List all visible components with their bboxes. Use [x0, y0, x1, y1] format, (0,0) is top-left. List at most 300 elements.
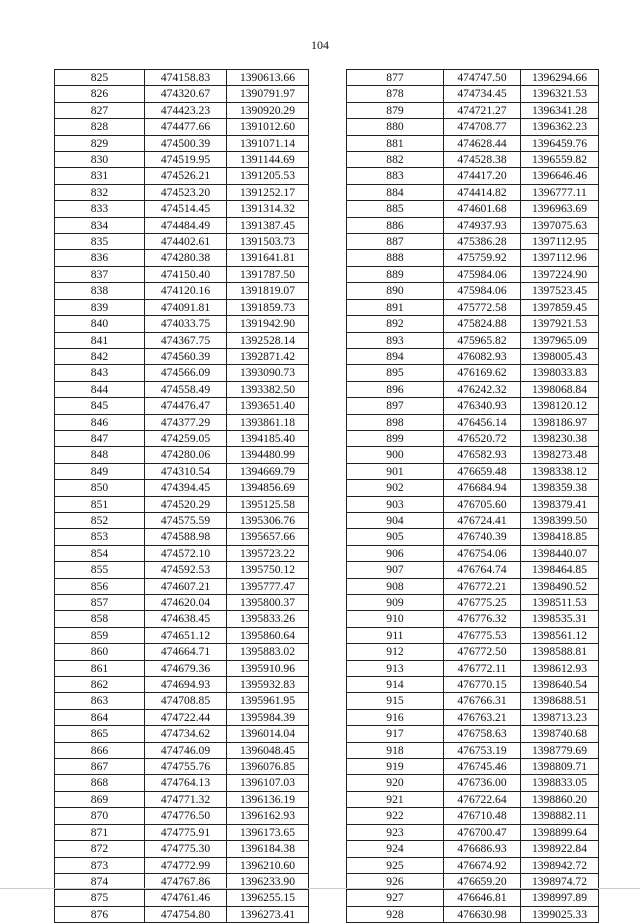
y-coordinate-cell: 1397224.90 [521, 266, 599, 282]
table-row [347, 529, 599, 545]
table-row [55, 791, 309, 807]
point-number-cell: 876 [55, 906, 145, 922]
y-coordinate-cell: 1395984.39 [227, 709, 309, 725]
x-coordinate-cell: 474638.45 [145, 611, 227, 627]
table-row [347, 234, 599, 250]
point-number-cell: 910 [347, 611, 444, 627]
x-coordinate-cell: 476242.32 [444, 381, 521, 397]
y-coordinate-cell: 1398490.52 [521, 578, 599, 594]
x-coordinate-cell: 474694.93 [145, 677, 227, 693]
point-number-cell: 858 [55, 611, 145, 627]
coordinates-table-right [346, 69, 599, 923]
y-coordinate-cell: 1394480.99 [227, 447, 309, 463]
y-coordinate-cell: 1390791.97 [227, 86, 309, 102]
y-coordinate-cell: 1398068.84 [521, 381, 599, 397]
table-row [347, 677, 599, 693]
y-coordinate-cell: 1398464.85 [521, 562, 599, 578]
x-coordinate-cell: 474259.05 [145, 430, 227, 446]
y-coordinate-cell: 1399025.33 [521, 906, 599, 922]
x-coordinate-cell: 476340.93 [444, 398, 521, 414]
table-row [347, 742, 599, 758]
y-coordinate-cell: 1393382.50 [227, 381, 309, 397]
point-number-cell: 837 [55, 266, 145, 282]
point-number-cell: 848 [55, 447, 145, 463]
x-coordinate-cell: 474747.50 [444, 70, 521, 86]
point-number-cell: 921 [347, 791, 444, 807]
point-number-cell: 901 [347, 463, 444, 479]
point-number-cell: 902 [347, 480, 444, 496]
table-row [55, 414, 309, 430]
point-number-cell: 847 [55, 430, 145, 446]
point-number-cell: 867 [55, 759, 145, 775]
x-coordinate-cell: 474320.67 [145, 86, 227, 102]
y-coordinate-cell: 1397921.53 [521, 316, 599, 332]
table-row [347, 644, 599, 660]
table-row [347, 86, 599, 102]
point-number-cell: 892 [347, 316, 444, 332]
y-coordinate-cell: 1391503.73 [227, 234, 309, 250]
x-coordinate-cell: 474523.20 [145, 184, 227, 200]
table-row [55, 152, 309, 168]
y-coordinate-cell: 1397965.09 [521, 332, 599, 348]
y-coordinate-cell: 1396294.66 [521, 70, 599, 86]
y-coordinate-cell: 1396255.15 [227, 890, 309, 906]
y-coordinate-cell: 1398588.81 [521, 644, 599, 660]
x-coordinate-cell: 474417.20 [444, 168, 521, 184]
point-number-cell: 891 [347, 299, 444, 315]
table-row [347, 332, 599, 348]
point-number-cell: 844 [55, 381, 145, 397]
x-coordinate-cell: 474560.39 [145, 348, 227, 364]
x-coordinate-cell: 476724.41 [444, 512, 521, 528]
x-coordinate-cell: 474771.32 [145, 791, 227, 807]
point-number-cell: 896 [347, 381, 444, 397]
x-coordinate-cell: 476456.14 [444, 414, 521, 430]
table-row [55, 430, 309, 446]
page-number: 104 [311, 38, 329, 52]
y-coordinate-cell: 1398273.48 [521, 447, 599, 463]
x-coordinate-cell: 476659.20 [444, 873, 521, 889]
table-row [347, 152, 599, 168]
y-coordinate-cell: 1393651.40 [227, 398, 309, 414]
y-coordinate-cell: 1398713.23 [521, 709, 599, 725]
table-row [347, 857, 599, 873]
y-coordinate-cell: 1395657.66 [227, 529, 309, 545]
table-row [347, 381, 599, 397]
point-number-cell: 879 [347, 102, 444, 118]
point-number-cell: 908 [347, 578, 444, 594]
table-row [55, 512, 309, 528]
point-number-cell: 912 [347, 644, 444, 660]
x-coordinate-cell: 476082.93 [444, 348, 521, 364]
x-coordinate-cell: 476686.93 [444, 841, 521, 857]
table-row [347, 283, 599, 299]
y-coordinate-cell: 1397523.45 [521, 283, 599, 299]
table-row [347, 168, 599, 184]
x-coordinate-cell: 476763.21 [444, 709, 521, 725]
point-number-cell: 870 [55, 808, 145, 824]
point-number-cell: 826 [55, 86, 145, 102]
x-coordinate-cell: 474776.50 [145, 808, 227, 824]
point-number-cell: 850 [55, 480, 145, 496]
x-coordinate-cell: 476520.72 [444, 430, 521, 446]
x-coordinate-cell: 476646.81 [444, 890, 521, 906]
x-coordinate-cell: 474679.36 [145, 660, 227, 676]
table-row [55, 578, 309, 594]
x-coordinate-cell: 474402.61 [145, 234, 227, 250]
x-coordinate-cell: 475759.92 [444, 250, 521, 266]
table-row [347, 414, 599, 430]
point-number-cell: 869 [55, 791, 145, 807]
point-number-cell: 882 [347, 152, 444, 168]
point-number-cell: 856 [55, 578, 145, 594]
y-coordinate-cell: 1391252.17 [227, 184, 309, 200]
x-coordinate-cell: 474558.49 [145, 381, 227, 397]
point-number-cell: 843 [55, 365, 145, 381]
x-coordinate-cell: 475984.06 [444, 283, 521, 299]
y-coordinate-cell: 1391205.53 [227, 168, 309, 184]
table-row [55, 348, 309, 364]
x-coordinate-cell: 474484.49 [145, 217, 227, 233]
point-number-cell: 897 [347, 398, 444, 414]
x-coordinate-cell: 476764.74 [444, 562, 521, 578]
point-number-cell: 830 [55, 152, 145, 168]
y-coordinate-cell: 1398511.53 [521, 595, 599, 611]
point-number-cell: 832 [55, 184, 145, 200]
point-number-cell: 918 [347, 742, 444, 758]
table-row [55, 332, 309, 348]
point-number-cell: 827 [55, 102, 145, 118]
point-number-cell: 880 [347, 119, 444, 135]
table-row [347, 808, 599, 824]
y-coordinate-cell: 1398440.07 [521, 545, 599, 561]
x-coordinate-cell: 474280.38 [145, 250, 227, 266]
y-coordinate-cell: 1390613.66 [227, 70, 309, 86]
x-coordinate-cell: 476684.94 [444, 480, 521, 496]
table-row [347, 693, 599, 709]
table-row [55, 644, 309, 660]
table-row [347, 890, 599, 906]
y-coordinate-cell: 1398399.50 [521, 512, 599, 528]
point-number-cell: 922 [347, 808, 444, 824]
point-number-cell: 854 [55, 545, 145, 561]
x-coordinate-cell: 476754.06 [444, 545, 521, 561]
table-row [55, 529, 309, 545]
table-row [55, 135, 309, 151]
x-coordinate-cell: 474367.75 [145, 332, 227, 348]
y-coordinate-cell: 1396184.38 [227, 841, 309, 857]
y-coordinate-cell: 1395961.95 [227, 693, 309, 709]
table-row [55, 627, 309, 643]
x-coordinate-cell: 474708.85 [145, 693, 227, 709]
point-number-cell: 834 [55, 217, 145, 233]
x-coordinate-cell: 474377.29 [145, 414, 227, 430]
table-row [347, 365, 599, 381]
x-coordinate-cell: 474150.40 [145, 266, 227, 282]
x-coordinate-cell: 474607.21 [145, 578, 227, 594]
table-row [55, 824, 309, 840]
y-coordinate-cell: 1396076.85 [227, 759, 309, 775]
point-number-cell: 842 [55, 348, 145, 364]
table-row [55, 266, 309, 282]
x-coordinate-cell: 474708.77 [444, 119, 521, 135]
table-row [347, 578, 599, 594]
point-number-cell: 851 [55, 496, 145, 512]
point-number-cell: 913 [347, 660, 444, 676]
x-coordinate-cell: 474500.39 [145, 135, 227, 151]
point-number-cell: 860 [55, 644, 145, 660]
table-row [347, 660, 599, 676]
point-number-cell: 841 [55, 332, 145, 348]
y-coordinate-cell: 1398809.71 [521, 759, 599, 775]
point-number-cell: 865 [55, 726, 145, 742]
coordinates-table-left [54, 69, 309, 923]
y-coordinate-cell: 1395723.22 [227, 545, 309, 561]
x-coordinate-cell: 476776.32 [444, 611, 521, 627]
table-row [347, 512, 599, 528]
y-coordinate-cell: 1398779.69 [521, 742, 599, 758]
y-coordinate-cell: 1396173.65 [227, 824, 309, 840]
table-row [55, 365, 309, 381]
x-coordinate-cell: 474755.76 [145, 759, 227, 775]
point-number-cell: 853 [55, 529, 145, 545]
y-coordinate-cell: 1398120.12 [521, 398, 599, 414]
table-row [55, 660, 309, 676]
x-coordinate-cell: 474620.04 [145, 595, 227, 611]
x-coordinate-cell: 474033.75 [145, 316, 227, 332]
table-row [55, 693, 309, 709]
y-coordinate-cell: 1397112.96 [521, 250, 599, 266]
point-number-cell: 903 [347, 496, 444, 512]
x-coordinate-cell: 474310.54 [145, 463, 227, 479]
x-coordinate-cell: 474120.16 [145, 283, 227, 299]
y-coordinate-cell: 1394669.79 [227, 463, 309, 479]
x-coordinate-cell: 476770.15 [444, 677, 521, 693]
y-coordinate-cell: 1391314.32 [227, 201, 309, 217]
point-number-cell: 868 [55, 775, 145, 791]
table-row [347, 184, 599, 200]
table-row [347, 611, 599, 627]
table-row [347, 627, 599, 643]
y-coordinate-cell: 1398640.54 [521, 677, 599, 693]
point-number-cell: 884 [347, 184, 444, 200]
x-coordinate-cell: 474477.66 [145, 119, 227, 135]
table-row [55, 709, 309, 725]
table-row [55, 86, 309, 102]
point-number-cell: 919 [347, 759, 444, 775]
x-coordinate-cell: 474528.38 [444, 152, 521, 168]
point-number-cell: 900 [347, 447, 444, 463]
point-number-cell: 893 [347, 332, 444, 348]
table-row [55, 611, 309, 627]
y-coordinate-cell: 1398899.64 [521, 824, 599, 840]
point-number-cell: 917 [347, 726, 444, 742]
y-coordinate-cell: 1395125.58 [227, 496, 309, 512]
x-coordinate-cell: 474937.93 [444, 217, 521, 233]
x-coordinate-cell: 474520.29 [145, 496, 227, 512]
y-coordinate-cell: 1398997.89 [521, 890, 599, 906]
point-number-cell: 864 [55, 709, 145, 725]
point-number-cell: 899 [347, 430, 444, 446]
x-coordinate-cell: 474775.30 [145, 841, 227, 857]
y-coordinate-cell: 1396273.41 [227, 906, 309, 922]
table-row [55, 841, 309, 857]
x-coordinate-cell: 474414.82 [444, 184, 521, 200]
point-number-cell: 895 [347, 365, 444, 381]
table-row [55, 742, 309, 758]
x-coordinate-cell: 474519.95 [145, 152, 227, 168]
y-coordinate-cell: 1391787.50 [227, 266, 309, 282]
table-row [347, 595, 599, 611]
point-number-cell: 923 [347, 824, 444, 840]
y-coordinate-cell: 1395860.64 [227, 627, 309, 643]
y-coordinate-cell: 1398033.83 [521, 365, 599, 381]
point-number-cell: 914 [347, 677, 444, 693]
table-row [55, 759, 309, 775]
x-coordinate-cell: 474754.80 [145, 906, 227, 922]
point-number-cell: 845 [55, 398, 145, 414]
table-row [347, 545, 599, 561]
x-coordinate-cell: 474514.45 [145, 201, 227, 217]
table-row [55, 480, 309, 496]
y-coordinate-cell: 1395883.02 [227, 644, 309, 660]
y-coordinate-cell: 1398922.84 [521, 841, 599, 857]
y-coordinate-cell: 1392528.14 [227, 332, 309, 348]
table-row [55, 168, 309, 184]
table-row [347, 463, 599, 479]
y-coordinate-cell: 1398740.68 [521, 726, 599, 742]
y-coordinate-cell: 1398860.20 [521, 791, 599, 807]
table-row [55, 299, 309, 315]
y-coordinate-cell: 1398230.38 [521, 430, 599, 446]
x-coordinate-cell: 476745.46 [444, 759, 521, 775]
table-row [347, 791, 599, 807]
x-coordinate-cell: 476753.19 [444, 742, 521, 758]
point-number-cell: 828 [55, 119, 145, 135]
table-row [55, 595, 309, 611]
point-number-cell: 906 [347, 545, 444, 561]
y-coordinate-cell: 1396362.23 [521, 119, 599, 135]
x-coordinate-cell: 474394.45 [145, 480, 227, 496]
x-coordinate-cell: 476736.00 [444, 775, 521, 791]
y-coordinate-cell: 1398561.12 [521, 627, 599, 643]
x-coordinate-cell: 474767.86 [145, 873, 227, 889]
table-row [347, 135, 599, 151]
point-number-cell: 829 [55, 135, 145, 151]
point-number-cell: 904 [347, 512, 444, 528]
point-number-cell: 889 [347, 266, 444, 282]
x-coordinate-cell: 474761.46 [145, 890, 227, 906]
x-coordinate-cell: 474734.45 [444, 86, 521, 102]
x-coordinate-cell: 474158.83 [145, 70, 227, 86]
y-coordinate-cell: 1398418.85 [521, 529, 599, 545]
table-row [347, 775, 599, 791]
x-coordinate-cell: 474592.53 [145, 562, 227, 578]
point-number-cell: 927 [347, 890, 444, 906]
point-number-cell: 840 [55, 316, 145, 332]
y-coordinate-cell: 1393861.18 [227, 414, 309, 430]
x-coordinate-cell: 475824.88 [444, 316, 521, 332]
table-row [55, 890, 309, 906]
x-coordinate-cell: 474772.99 [145, 857, 227, 873]
x-coordinate-cell: 474734.62 [145, 726, 227, 742]
footer-divider [0, 888, 640, 889]
table-row [347, 70, 599, 86]
point-number-cell: 909 [347, 595, 444, 611]
x-coordinate-cell: 476630.98 [444, 906, 521, 922]
x-coordinate-cell: 476710.48 [444, 808, 521, 824]
point-number-cell: 886 [347, 217, 444, 233]
y-coordinate-cell: 1395306.76 [227, 512, 309, 528]
table-row [347, 316, 599, 332]
y-coordinate-cell: 1395932.83 [227, 677, 309, 693]
y-coordinate-cell: 1398535.31 [521, 611, 599, 627]
point-number-cell: 905 [347, 529, 444, 545]
y-coordinate-cell: 1398612.93 [521, 660, 599, 676]
point-number-cell: 894 [347, 348, 444, 364]
x-coordinate-cell: 476700.47 [444, 824, 521, 840]
point-number-cell: 863 [55, 693, 145, 709]
table-row [347, 709, 599, 725]
table-row [55, 398, 309, 414]
x-coordinate-cell: 474476.47 [145, 398, 227, 414]
point-number-cell: 849 [55, 463, 145, 479]
x-coordinate-cell: 475386.28 [444, 234, 521, 250]
table-row [347, 480, 599, 496]
table-row [347, 562, 599, 578]
point-number-cell: 915 [347, 693, 444, 709]
x-coordinate-cell: 476659.48 [444, 463, 521, 479]
y-coordinate-cell: 1396014.04 [227, 726, 309, 742]
table-row [55, 184, 309, 200]
table-row [347, 299, 599, 315]
point-number-cell: 871 [55, 824, 145, 840]
y-coordinate-cell: 1398359.38 [521, 480, 599, 496]
x-coordinate-cell: 476775.53 [444, 627, 521, 643]
table-row [55, 496, 309, 512]
point-number-cell: 885 [347, 201, 444, 217]
point-number-cell: 898 [347, 414, 444, 430]
point-number-cell: 838 [55, 283, 145, 299]
point-number-cell: 883 [347, 168, 444, 184]
table-row [347, 348, 599, 364]
point-number-cell: 928 [347, 906, 444, 922]
table-row [347, 430, 599, 446]
y-coordinate-cell: 1397112.95 [521, 234, 599, 250]
y-coordinate-cell: 1397859.45 [521, 299, 599, 315]
y-coordinate-cell: 1395750.12 [227, 562, 309, 578]
table-row [55, 119, 309, 135]
table-row [55, 217, 309, 233]
x-coordinate-cell: 474764.13 [145, 775, 227, 791]
x-coordinate-cell: 476775.25 [444, 595, 521, 611]
y-coordinate-cell: 1396321.53 [521, 86, 599, 102]
y-coordinate-cell: 1396459.76 [521, 135, 599, 151]
point-number-cell: 916 [347, 709, 444, 725]
x-coordinate-cell: 474423.23 [145, 102, 227, 118]
table-row [55, 726, 309, 742]
x-coordinate-cell: 474526.21 [145, 168, 227, 184]
table-row [347, 217, 599, 233]
y-coordinate-cell: 1395800.37 [227, 595, 309, 611]
x-coordinate-cell: 476766.31 [444, 693, 521, 709]
table-row [347, 398, 599, 414]
x-coordinate-cell: 474746.09 [145, 742, 227, 758]
point-number-cell: 873 [55, 857, 145, 873]
point-number-cell: 877 [347, 70, 444, 86]
table-row [55, 316, 309, 332]
x-coordinate-cell: 474566.09 [145, 365, 227, 381]
